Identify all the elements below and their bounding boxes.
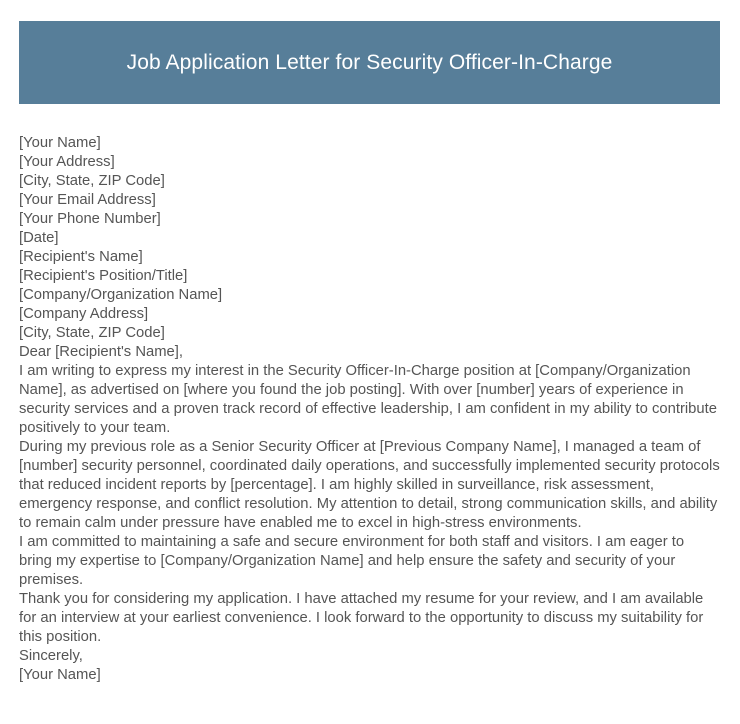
sender-line: [Your Name] [19, 135, 101, 151]
body-paragraph: Thank you for considering my application. I have attached my resume for your review, and I am available for an interview at your earliest convenience. I look forward to the opportunity to discuss my suitability for this position. [19, 591, 704, 645]
sender-line: [Your Address] [19, 154, 115, 170]
closing-line: Sincerely, [19, 648, 83, 664]
signature-name: [Your Name] [19, 667, 101, 683]
body-paragraph: I am writing to express my interest in the Security Officer-In-Charge position at [Company/Organization Name], as advertised on [where you found the job posting]. With over [number] years of experience in security services and a proven track record of effective leadership, I am confident in my ability to contribute positively to your team. [19, 363, 717, 436]
page-title: Job Application Letter for Security Officer-In-Charge [126, 50, 613, 74]
date-line: [Date] [19, 230, 59, 246]
recipient-line: [Recipient's Position/Title] [19, 268, 188, 284]
body-paragraph: During my previous role as a Senior Security Officer at [Previous Company Name], I managed a team of [number] security personnel, coordinated daily operations, and successfully implemented security protocols that reduced incident reports by [percentage]. I am highly skilled in surveillance, risk assessment, emergency response, and conflict resolution. My attention to detail, strong communication skills, and ability to remain calm under pressure have enabled me to excel in high-stress environments. [19, 439, 720, 531]
salutation: Dear [Recipient's Name], [19, 344, 184, 360]
recipient-line: [City, State, ZIP Code] [19, 325, 165, 341]
recipient-line: [Company Address] [19, 306, 149, 322]
letter-body [19, 134, 721, 685]
letter-header-banner [19, 21, 720, 104]
sender-line: [City, State, ZIP Code] [19, 173, 165, 189]
recipient-line: [Recipient's Name] [19, 249, 143, 265]
sender-address-block [19, 134, 721, 229]
body-paragraph: I am committed to maintaining a safe and secure environment for both staff and visitors. I am eager to bring my expertise to [Company/Organization Name] and help ensure the safety and security of your premises. [19, 534, 685, 588]
recipient-line: [Company/Organization Name] [19, 287, 223, 303]
sender-line: [Your Email Address] [19, 192, 156, 208]
sender-line: [Your Phone Number] [19, 211, 161, 227]
recipient-address-block [19, 248, 721, 343]
